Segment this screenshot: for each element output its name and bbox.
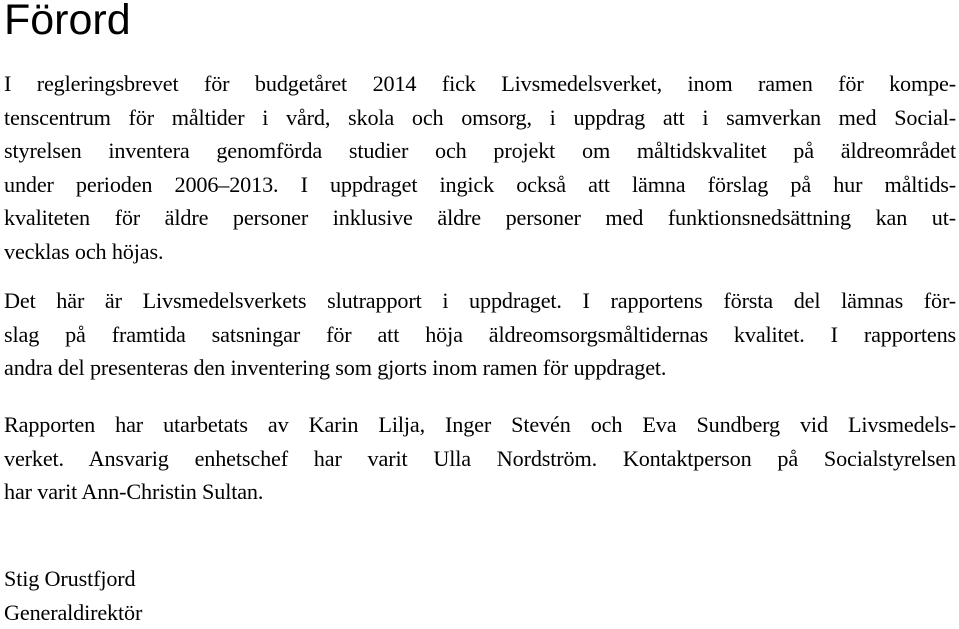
signature-block [4,562,404,629]
paragraph-line: verket. Ansvarig enhetschef har varit Ulla Nordström. Kontaktperson på Socialstyrelsen [4,442,956,476]
paragraph-line: vecklas och höjas. [4,235,956,269]
paragraph-line: I regleringsbrevet för budgetåret 2014 fick Livsmedelsverket, inom ramen för kompe- [4,67,956,101]
paragraph-report [4,284,956,385]
paragraph-intro [4,67,956,268]
paragraph-line: slag på framtida satsningar för att höja äldreomsorgsmåltidernas kvalitet. I rapportens [4,318,956,352]
signature-name: Stig Orustfjord [4,562,404,596]
paragraph-line: andra del presenteras den inventering som gjorts inom ramen för uppdraget. [4,351,956,385]
paragraph-authors [4,408,956,509]
paragraph-line: styrelsen inventera genomförda studier och projekt om måltidskvalitet på äldreområdet [4,134,956,168]
document-page [4,0,956,40]
paragraph-line: under perioden 2006–2013. I uppdraget ingick också att lämna förslag på hur måltids- [4,168,956,202]
paragraph-line: kvaliteten för äldre personer inklusive äldre personer med funktionsnedsättning kan ut- [4,201,956,235]
paragraph-line: Rapporten har utarbetats av Karin Lilja, Inger Stevén och Eva Sundberg vid Livsmedels- [4,408,956,442]
page-title: Förord [4,0,956,40]
paragraph-line: tenscentrum för måltider i vård, skola och omsorg, i uppdrag att i samverkan med Social- [4,101,956,135]
paragraph-line: har varit Ann-Christin Sultan. [4,475,956,509]
paragraph-line: Det här är Livsmedelsverkets slutrapport i uppdraget. I rapportens första del lämnas för- [4,284,956,318]
signature-role: Generaldirektör [4,596,404,629]
